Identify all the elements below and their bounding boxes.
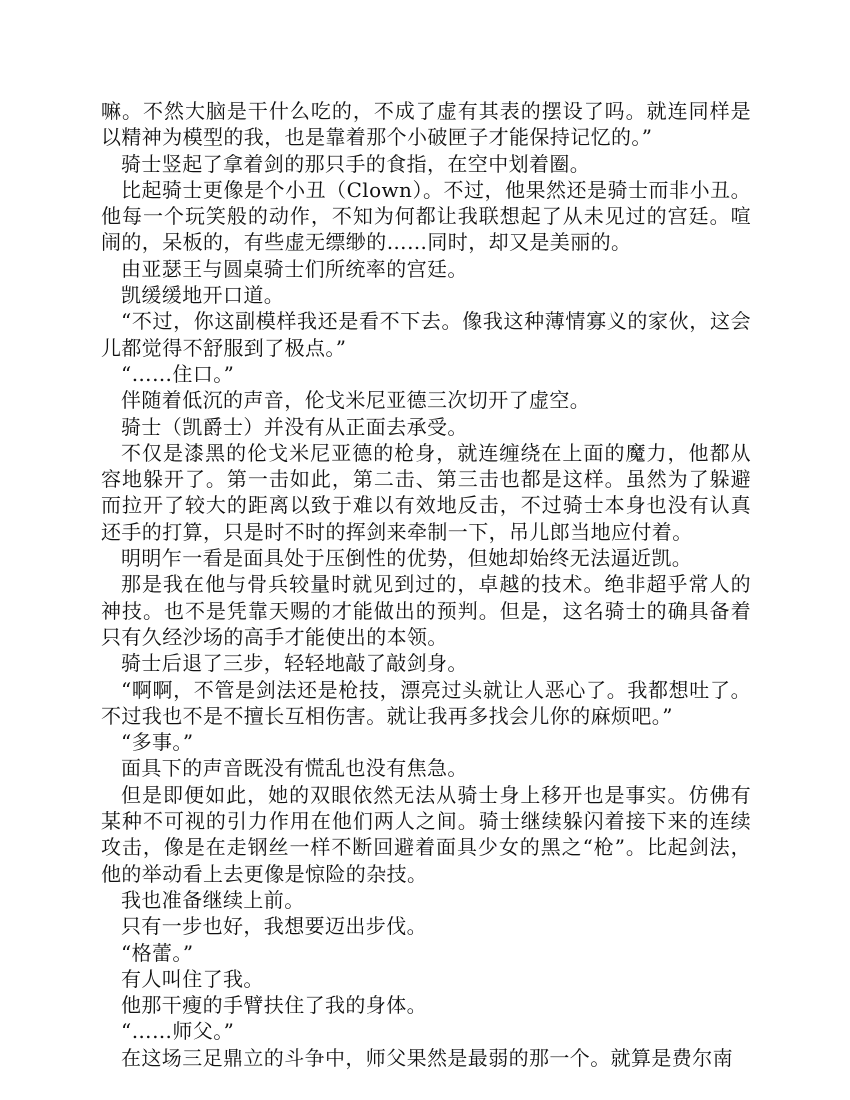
paragraph: 有人叫住了我。 bbox=[121, 966, 264, 991]
paragraph: 伴随着低沉的声音，伦戈米尼亚德三次切开了虚空。 bbox=[121, 388, 591, 413]
paragraph: 我也准备继续上前。 bbox=[121, 887, 305, 912]
paragraph: “格蕾。” bbox=[121, 940, 194, 965]
paragraph: 比起骑士更像是个小丑（Clown）。不过，他果然还是骑士而非小丑。他每一个玩笑般的动作，不知为何都让我联想起了从未见过的宫廷。喧闹的，呆板的，有些虚无缥缈的……同时，却又是美丽的。 bbox=[101, 177, 751, 255]
paragraph: “……师父。” bbox=[121, 1019, 235, 1044]
page-body bbox=[101, 98, 751, 1071]
paragraph: 在这场三足鼎立的斗争中，师父果然是最弱的那一个。就算是费尔南 bbox=[121, 1045, 733, 1070]
paragraph: 嘛。不然大脑是干什么吃的，不成了虚有其表的摆设了吗。就连同样是以精神为模型的我，也是靠着那个小破匣子才能保持记忆的。” bbox=[101, 99, 751, 150]
paragraph: 他那干瘦的手臂扶住了我的身体。 bbox=[121, 993, 427, 1018]
paragraph: 骑士后退了三步，轻轻地敲了敲剑身。 bbox=[121, 651, 468, 676]
paragraph: “多事。” bbox=[121, 730, 194, 755]
paragraph: 明明乍一看是面具处于压倒性的优势，但她却始终无法逼近凯。 bbox=[121, 546, 693, 571]
paragraph: 只有一步也好，我想要迈出步伐。 bbox=[121, 914, 427, 939]
paragraph: 骑士（凯爵士）并没有从正面去承受。 bbox=[121, 414, 468, 439]
paragraph: 面具下的声音既没有慌乱也没有焦急。 bbox=[121, 756, 468, 781]
paragraph: “不过，你这副模样我还是看不下去。像我这种薄情寡义的家伙，这会儿都觉得不舒服到了极点。” bbox=[101, 309, 751, 360]
paragraph: 那是我在他与骨兵较量时就见到过的，卓越的技术。绝非超乎常人的神技。也不是凭靠天赐的才能做出的预判。但是，这名骑士的确具备着只有久经沙场的高手才能使出的本领。 bbox=[101, 572, 751, 649]
paragraph: 不仅是漆黑的伦戈米尼亚德的枪身，就连缠绕在上面的魔力，他都从容地躲开了。第一击如此，第二击、第三击也都是这样。虽然为了躲避而拉开了较大的距离以致于难以有效地反击，不过骑士本身也没有认真还手的打算，只是时不时的挥剑来牵制一下，吊儿郎当地应付着。 bbox=[101, 440, 751, 544]
paragraph: 由亚瑟王与圆桌骑士们所统率的宫廷。 bbox=[121, 256, 468, 281]
paragraph: 但是即便如此，她的双眼依然无法从骑士身上移开也是事实。仿佛有某种不可视的引力作用在他们两人之间。骑士继续躲闪着接下来的连续攻击，像是在走钢丝一样不断回避着面具少女的黑之“枪”。比起剑法，他的举动看上去更像是惊险的杂技。 bbox=[101, 782, 751, 886]
paragraph: 凯缓缓地开口道。 bbox=[121, 283, 285, 308]
paragraph: “……住口。” bbox=[121, 361, 235, 386]
paragraph: 骑士竖起了拿着剑的那只手的食指，在空中划着圈。 bbox=[121, 151, 591, 176]
paragraph: “啊啊，不管是剑法还是枪技，漂亮过头就让人恶心了。我都想吐了。不过我也不是不擅长互相伤害。就让我再多找会儿你的麻烦吧。” bbox=[101, 677, 751, 728]
